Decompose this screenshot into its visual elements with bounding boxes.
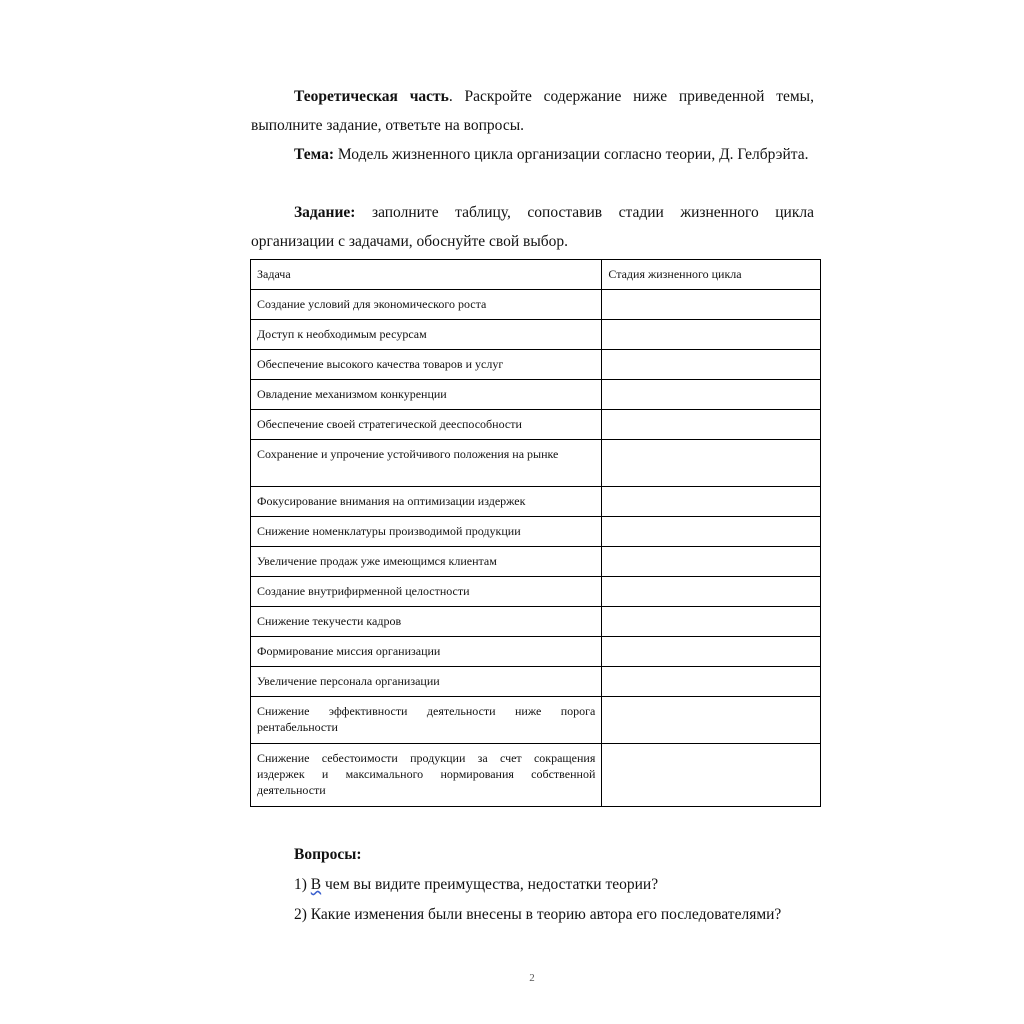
task-cell: Обеспечение своей стратегической дееспособности — [251, 410, 602, 440]
table-row — [251, 380, 821, 410]
stage-cell[interactable] — [602, 380, 821, 410]
stage-cell[interactable] — [602, 320, 821, 350]
stage-cell[interactable] — [602, 547, 821, 577]
task-cell: Овладение механизмом конкуренции — [251, 380, 602, 410]
task-cell: Создание внутрифирменной целостности — [251, 577, 602, 607]
table-row — [251, 697, 821, 744]
task-paragraph — [251, 198, 814, 256]
table-row — [251, 517, 821, 547]
task-cell: Фокусирование внимания на оптимизации издержек — [251, 487, 602, 517]
intro-bold: Теоретическая часть — [294, 88, 449, 105]
task-cell: Доступ к необходимым ресурсам — [251, 320, 602, 350]
table-row — [251, 440, 821, 487]
table-row — [251, 667, 821, 697]
task-cell: Снижение эффективности деятельности ниже порога рентабельности — [251, 697, 602, 744]
stage-cell[interactable] — [602, 607, 821, 637]
table-row — [251, 607, 821, 637]
stage-cell[interactable] — [602, 487, 821, 517]
task-cell: Снижение номенклатуры производимой продукции — [251, 517, 602, 547]
header-task: Задача — [251, 260, 602, 290]
stage-cell[interactable] — [602, 667, 821, 697]
task-cell: Сохранение и упрочение устойчивого положения на рынке — [251, 440, 602, 487]
table-row — [251, 637, 821, 667]
stage-cell[interactable] — [602, 697, 821, 744]
table-header-row — [251, 260, 821, 290]
task-cell: Увеличение продаж уже имеющимся клиентам — [251, 547, 602, 577]
header-stage: Стадия жизненного цикла — [602, 260, 821, 290]
table-row — [251, 744, 821, 807]
task-cell: Снижение текучести кадров — [251, 607, 602, 637]
tasks-table — [250, 259, 821, 807]
page-number: 2 — [529, 972, 535, 984]
table-row — [251, 487, 821, 517]
table-row — [251, 547, 821, 577]
question-1-number: 1) — [294, 876, 311, 893]
task-cell: Создание условий для экономического роста — [251, 290, 602, 320]
task-text: заполните таблицу, сопоставив стадии жизненного цикла организации с задачами, обоснуйте свой выбор. — [251, 204, 814, 250]
table-row — [251, 577, 821, 607]
stage-cell[interactable] — [602, 410, 821, 440]
task-cell: Увеличение персонала организации — [251, 667, 602, 697]
stage-cell[interactable] — [602, 637, 821, 667]
table-row — [251, 410, 821, 440]
table-row — [251, 350, 821, 380]
stage-cell[interactable] — [602, 350, 821, 380]
task-cell: Снижение себестоимости продукции за счет сокращения издержек и максимального нормирования собственной деятельности — [251, 744, 602, 807]
stage-cell[interactable] — [602, 440, 821, 487]
task-cell: Обеспечение высокого качества товаров и услуг — [251, 350, 602, 380]
spellcheck-word: В — [310, 876, 322, 893]
stage-cell[interactable] — [602, 290, 821, 320]
question-1 — [294, 870, 658, 899]
stage-cell[interactable] — [602, 517, 821, 547]
questions-title: Вопросы: — [294, 846, 362, 863]
table-row — [251, 290, 821, 320]
intro-paragraph — [251, 82, 814, 140]
table-row — [251, 320, 821, 350]
intro-text: . Раскройте содержание ниже приведенной темы, выполните задание, ответьте на вопросы. — [251, 88, 814, 134]
question-2: 2) Какие изменения были внесены в теорию автора его последователями? — [294, 906, 782, 923]
topic-paragraph — [251, 140, 814, 169]
stage-cell[interactable] — [602, 744, 821, 807]
task-cell: Формирование миссия организации — [251, 637, 602, 667]
topic-bold: Тема: — [294, 146, 334, 163]
task-bold: Задание: — [294, 204, 356, 221]
topic-text: Модель жизненного цикла организации согласно теории, Д. Гелбрэйта. — [334, 146, 809, 163]
question-1-text: чем вы видите преимущества, недостатки теории? — [321, 876, 659, 893]
stage-cell[interactable] — [602, 577, 821, 607]
